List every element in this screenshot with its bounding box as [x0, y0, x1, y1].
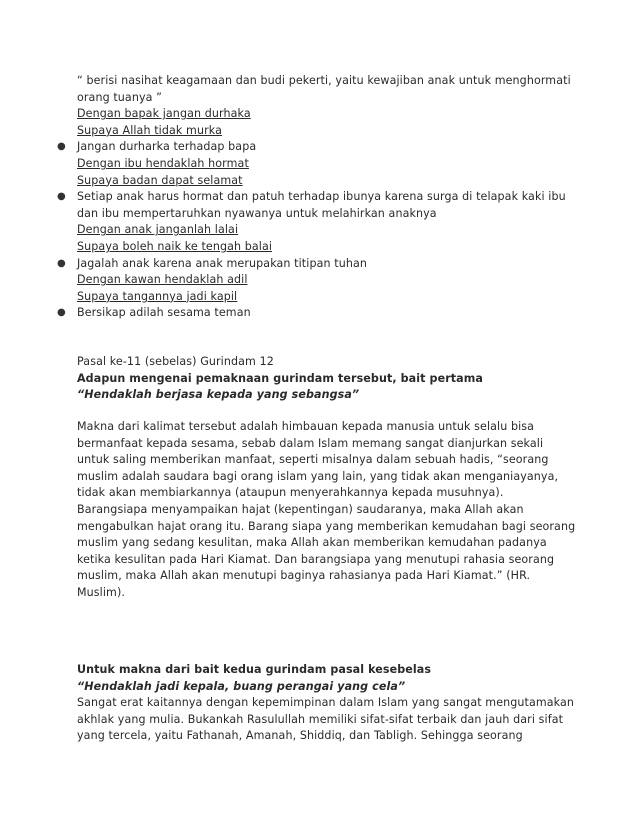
- paragraph-line: muslim adalah saudara bagi orang islam yang lain, yang tidak akan menganiayanya,: [77, 469, 559, 483]
- paragraph-line: Makna dari kalimat tersebut adalah himbauan kepada manusia untuk selalu bisa: [77, 420, 535, 433]
- paragraph-line: Barangsiapa menyampaikan hajat (kepentingan) saudaranya, maka Allah akan: [77, 502, 524, 516]
- bullet-icon: ●: [57, 191, 66, 203]
- verse-quote: “Hendaklah jadi kepala, buang perangai yang cela”: [77, 679, 406, 693]
- poem-link[interactable]: Dengan ibu hendaklah hormat: [77, 156, 249, 170]
- paragraph-line: akhlak yang mulia. Bukankah Rasulullah memiliki sifat-sifat terbaik dan jauh dari sifat: [77, 712, 564, 726]
- bullet-icon: ●: [57, 141, 66, 153]
- section-heading: Untuk makna dari bait kedua gurindam pasal kesebelas: [77, 663, 432, 676]
- paragraph-line: muslim, maka Allah akan menutupi baginya rahasianya pada Hari Kiamat.” (HR.: [77, 569, 531, 583]
- paragraph-line: yang tercela, yaitu Fathanah, Amanah, Shiddiq, dan Tabligh. Sehingga seorang: [77, 729, 523, 743]
- intro-line: orang tuanya ”: [77, 90, 162, 104]
- bullet-item: [57, 256, 577, 273]
- intro-line: “ berisi nasihat keagamaan dan budi pekerti, yaitu kewajiban anak untuk menghormati: [77, 74, 571, 87]
- bullet-item: [57, 139, 577, 156]
- second-verse-section: [77, 662, 577, 745]
- paragraph-line: Sangat erat kaitannya dengan kepemimpinan dalam Islam yang sangat mengutamakan: [77, 696, 575, 710]
- poem-link[interactable]: Dengan anak janganlah lalai: [77, 223, 239, 237]
- poem-link[interactable]: Supaya tangannya jadi kapil: [77, 289, 238, 303]
- verse-quote: “Hendaklah berjasa kepada yang sebangsa”: [77, 388, 360, 402]
- paragraph-line: mengabulkan hajat orang itu. Barang siapa yang memberikan kemudahan bagi seorang: [77, 519, 576, 533]
- paragraph-line: untuk saling memberikan manfaat, seperti misalnya dalam sebuah hadis, “seorang: [77, 453, 549, 467]
- bullet-icon: ●: [57, 257, 66, 269]
- bullet-text: Jagalah anak karena anak merupakan titipan tuhan: [77, 256, 367, 270]
- poem-link[interactable]: Supaya badan dapat selamat: [77, 173, 243, 187]
- bullet-continuation: dan ibu mempertaruhkan nyawanya untuk melahirkan anaknya: [77, 206, 437, 220]
- section-heading: Adapun mengenai pemaknaan gurindam tersebut, bait pertama: [77, 371, 483, 385]
- paragraph-line: bermanfaat kepada sesama, sebab dalam Islam memang sangat dianjurkan sekali: [77, 436, 544, 450]
- explanation-paragraph: [77, 419, 577, 602]
- poem-link[interactable]: Dengan bapak jangan durhaka: [77, 107, 251, 121]
- bullet-text: Jangan durharka terhadap bapa: [77, 140, 257, 154]
- pasal-heading-section: [77, 354, 577, 404]
- paragraph-line: Muslim).: [77, 585, 126, 599]
- bullet-icon: ●: [57, 307, 66, 319]
- pasal-title: Pasal ke-11 (sebelas) Gurindam 12: [77, 355, 274, 368]
- bullet-text: Bersikap adilah sesama teman: [77, 306, 251, 320]
- paragraph-line: tidak akan membiarkannya (ataupun menyerahkannya kepada musuhnya).: [77, 486, 504, 500]
- paragraph-line: muslim yang sedang kesulitan, maka Allah akan memberikan kemudahan padanya: [77, 536, 547, 550]
- bullet-text: Setiap anak harus hormat dan patuh terhadap ibunya karena surga di telapak kaki ibu: [77, 190, 566, 204]
- poem-link[interactable]: Supaya boleh naik ke tengah balai: [77, 239, 273, 253]
- paragraph-line: ketika kesulitan pada Hari Kiamat. Dan barangsiapa yang menutupi rahasia seorang: [77, 552, 555, 566]
- poem-section: [57, 73, 577, 322]
- bullet-item: [57, 305, 577, 322]
- poem-link[interactable]: Dengan kawan hendaklah adil: [77, 273, 248, 287]
- poem-link[interactable]: Supaya Allah tidak murka: [77, 123, 222, 137]
- bullet-item: [57, 189, 577, 206]
